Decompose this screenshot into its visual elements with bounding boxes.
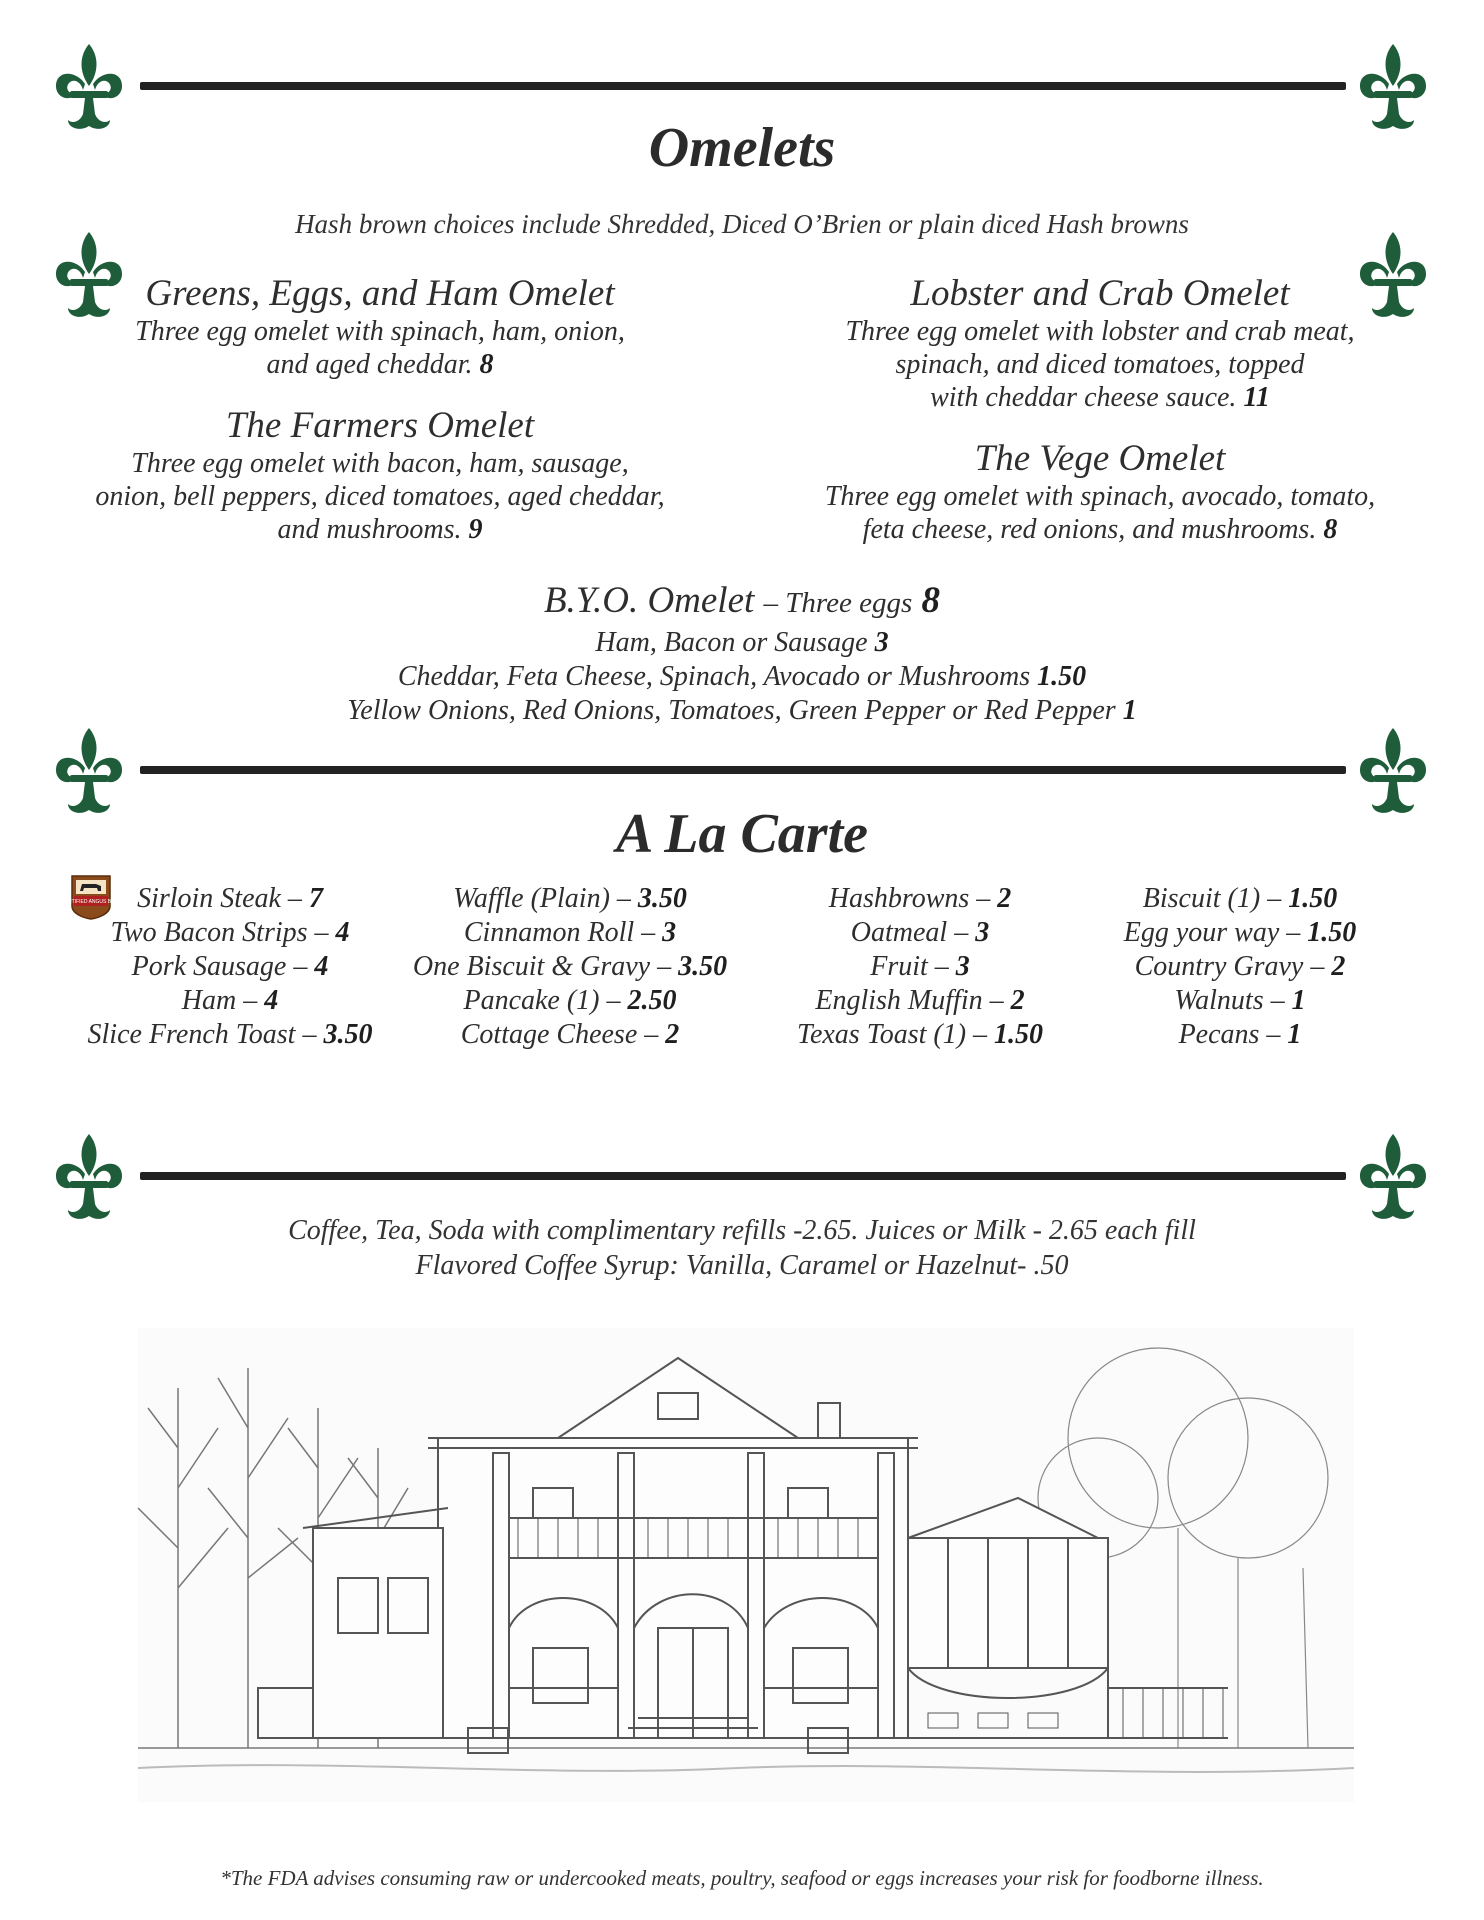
house-sketch-image [138,1328,1354,1802]
fleur-de-lis-icon [52,1130,126,1222]
item-name: The Vege Omelet [974,438,1226,479]
fleur-de-lis-icon [1356,1130,1430,1222]
list-item: Egg your way – 1.50 [1123,917,1357,948]
section-divider [140,82,1346,90]
a-la-carte-column [1090,882,1390,1052]
list-item: Ham – 4 [181,985,279,1016]
section-title-omelets: Omelets [648,117,836,179]
item-name: Greens, Eggs, and Ham Omelet [145,273,615,314]
addon-line: Ham, Bacon or Sausage 3 [595,627,889,658]
item-price: 9 [468,514,483,545]
list-item: Pecans – 1 [1178,1019,1302,1050]
menu-item [80,273,680,381]
list-item: Country Gravy – 2 [1134,951,1346,982]
addon-line: Cheddar, Feta Cheese, Spinach, Avocado or Mushrooms 1.50 [397,661,1087,692]
item-description: Three egg omelet with spinach, avocado, tomato, feta cheese, red onions, and mushrooms. 8 [824,481,1376,545]
list-item: Two Bacon Strips – 4 [110,917,350,948]
list-item: Fruit – 3 [870,951,970,982]
list-item: Cinnamon Roll – 3 [463,917,677,948]
list-item: Slice French Toast – 3.50 [87,1019,373,1050]
svg-text:CERTIFIED ANGUS BEEF: CERTIFIED ANGUS BEEF [61,899,121,905]
item-price: 8 [1323,514,1338,545]
item-price: 11 [1243,382,1270,413]
list-item: Cottage Cheese – 2 [460,1019,680,1050]
menu-item [40,405,720,546]
item-price: 8 [921,580,941,621]
section-divider [140,1172,1346,1180]
list-item: One Biscuit & Gravy – 3.50 [412,951,728,982]
section-divider [140,766,1346,774]
hash-brown-note: Hash brown choices include Shredded, Diced O’Brien or plain diced Hash browns [295,209,1189,239]
fda-disclaimer: *The FDA advises consuming raw or undercooked meats, poultry, seafood or eggs increases your risk for foodborne illness. [220,1866,1264,1890]
item-name: Lobster and Crab Omelet [910,273,1290,314]
section-title-a-la-carte: A La Carte [615,803,869,865]
list-item: Biscuit (1) – 1.50 [1142,883,1338,914]
item-description: Three egg omelet with bacon, ham, sausage, onion, bell peppers, diced tomatoes, aged cheddar, and mushrooms. 9 [95,448,665,545]
item-price: 8 [479,349,494,380]
list-item: Texas Toast (1) – 1.50 [796,1019,1044,1050]
item-name: The Farmers Omelet [225,405,535,446]
list-item: Oatmeal – 3 [850,917,990,948]
list-item: English Muffin – 2 [815,985,1025,1016]
byo-omelet: B.Y.O. Omelet – Three eggs 8 Ham, Bacon or Sausage 3 Cheddar, Feta Cheese, Spinach, Avocado or Mushrooms 1.50 Yellow Onions, Red Onions, Tomatoes, Green Pepper or Red Pepper 1 [0,578,1484,728]
beverage-line: Coffee, Tea, Soda with complimentary refills -2.65. Juices or Milk - 2.65 each fill [288,1215,1196,1246]
menu-item [800,273,1400,414]
addon-line: Yellow Onions, Red Onions, Tomatoes, Green Pepper or Red Pepper 1 [347,695,1137,726]
item-description: Three egg omelet with spinach, ham, onion, and aged cheddar. 8 [135,316,625,380]
a-la-carte-column [760,882,1080,1052]
list-item: Waffle (Plain) – 3.50 [453,883,687,914]
item-description: Three egg omelet with lobster and crab meat, spinach, and diced tomatoes, topped with cheddar cheese sauce. 11 [845,316,1355,413]
syrup-line: Flavored Coffee Syrup: Vanilla, Caramel or Hazelnut- .50 [415,1250,1069,1281]
list-item: Hashbrowns – 2 [828,883,1012,914]
list-item: Pancake (1) – 2.50 [463,985,677,1016]
a-la-carte-column [70,882,390,1052]
list-item: Walnuts – 1 [1174,985,1306,1016]
item-name: B.Y.O. Omelet [543,580,755,621]
a-la-carte-column [400,882,740,1052]
menu-item [770,438,1430,546]
list-item: Sirloin Steak – 7 [137,883,323,914]
list-item: Pork Sausage – 4 [131,951,329,982]
